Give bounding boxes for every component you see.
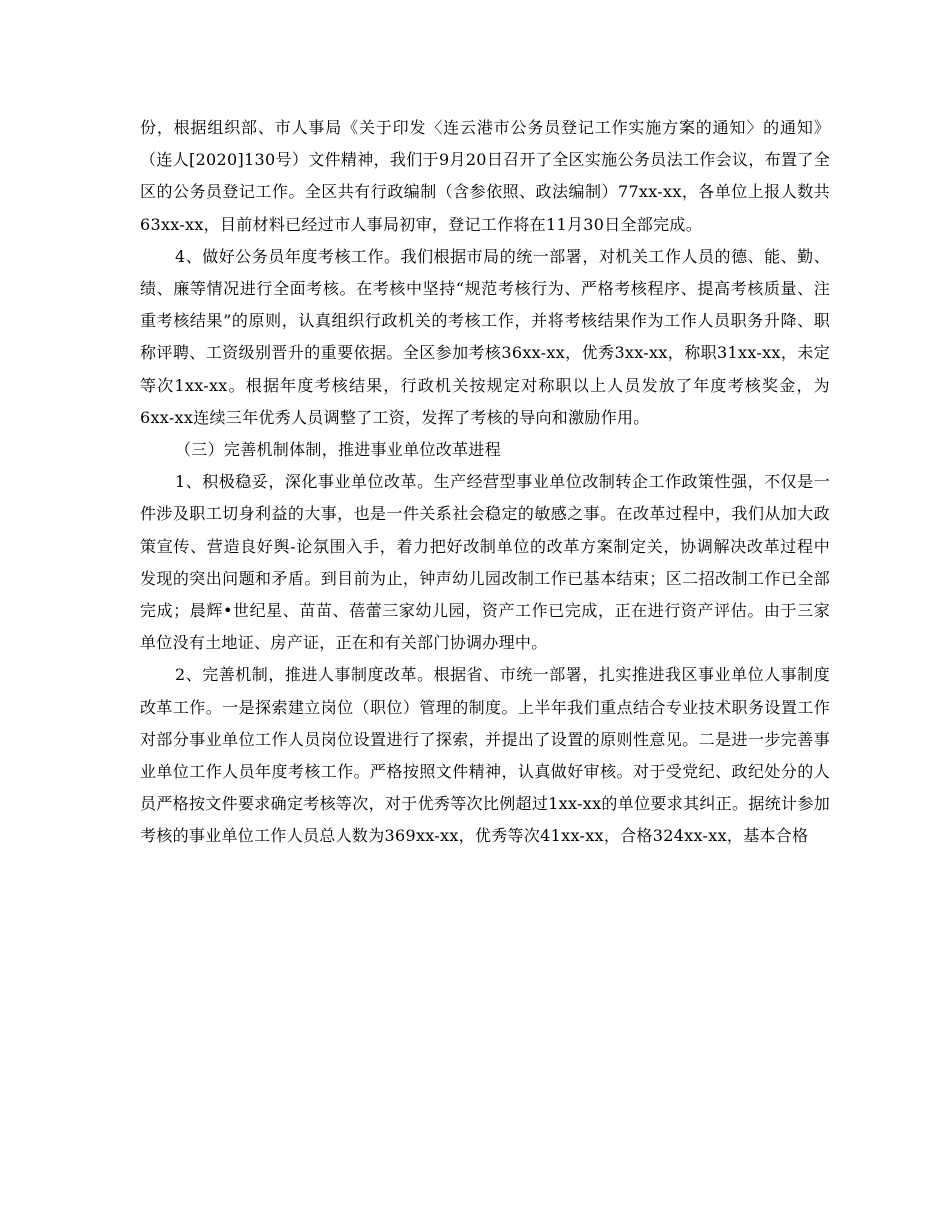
paragraph-annual-assessment: 4、做好公务员年度考核工作。我们根据市局的统一部署，对机关工作人员的德、能、勤、绩、廉等情况进行全面考核。在考核中坚持“规范考核行为、严格考核程序、提高考核质量、注重考核结果”的原则，认真组织行政机关的考核工作，并将考核结果作为工作人员职务升降、职称评聘、工资级别晋升的重要依据。全区参加考核36xx-xx，优秀3xx-xx，称职31xx-xx，未定等次1xx-xx。根据年度考核结果，行政机关按规定对称职以上人员发放了年度考核奖金，为6xx-xx连续三年优秀人员调整了工资，发挥了考核的导向和激励作用。 (140, 246, 830, 427)
paragraph-civil-servant-registration: 份，根据组织部、市人事局《关于印发〈连云港市公务员登记工作实施方案的通知〉的通知》（连人[2020]130号）文件精神，我们于9月20日召开了全区实施公务员法工作会议，布置了全区的公务员登记工作。全区共有行政编制（含参依照、政法编制）77xx-xx，各单位上报人数共63xx-xx，目前材料已经过市人事局初审，登记工作将在11月30日全部完成。 (140, 118, 830, 234)
document-page (140, 112, 830, 853)
paragraph-personnel-system-reform: 2、完善机制，推进人事制度改革。根据省、市统一部署，扎实推进我区事业单位人事制度改革工作。一是探索建立岗位（职位）管理的制度。上半年我们重点结合专业技术职务设置工作对部分事业单位工作人员岗位设置进行了探索，并提出了设置的原则性意见。二是进一步完善事业单位工作人员年度考核工作。严格按照文件精神，认真做好审核。对于受党纪、政纪处分的人员严格按文件要求确定考核等次，对于优秀等次比例超过1xx-xx的单位要求其纠正。据统计参加考核的事业单位工作人员总人数为369xx-xx，优秀等次41xx-xx，合格324xx-xx，基本合格 (140, 665, 830, 846)
paragraph-deepen-reform: 1、积极稳妥，深化事业单位改革。生产经营型事业单位改制转企工作政策性强，不仅是一件涉及职工切身利益的大事，也是一件关系社会稳定的敏感之事。在改革过程中，我们从加大政策宣传、营造良好舆-论氛围入手，着力把好改制单位的改革方案制定关，协调解决改革过程中发现的突出问题和矛盾。到目前为止，钟声幼儿园改制工作已基本结束；区二招改制工作已全部完成；晨辉•世纪星、苗苗、蓓蕾三家幼儿园，资产工作已完成，正在进行资产评估。由于三家单位没有土地证、房产证，正在和有关部门协调办理中。 (140, 472, 830, 653)
section-heading-institution-reform: （三）完善机制体制，推进事业单位改革进程 (175, 440, 502, 460)
